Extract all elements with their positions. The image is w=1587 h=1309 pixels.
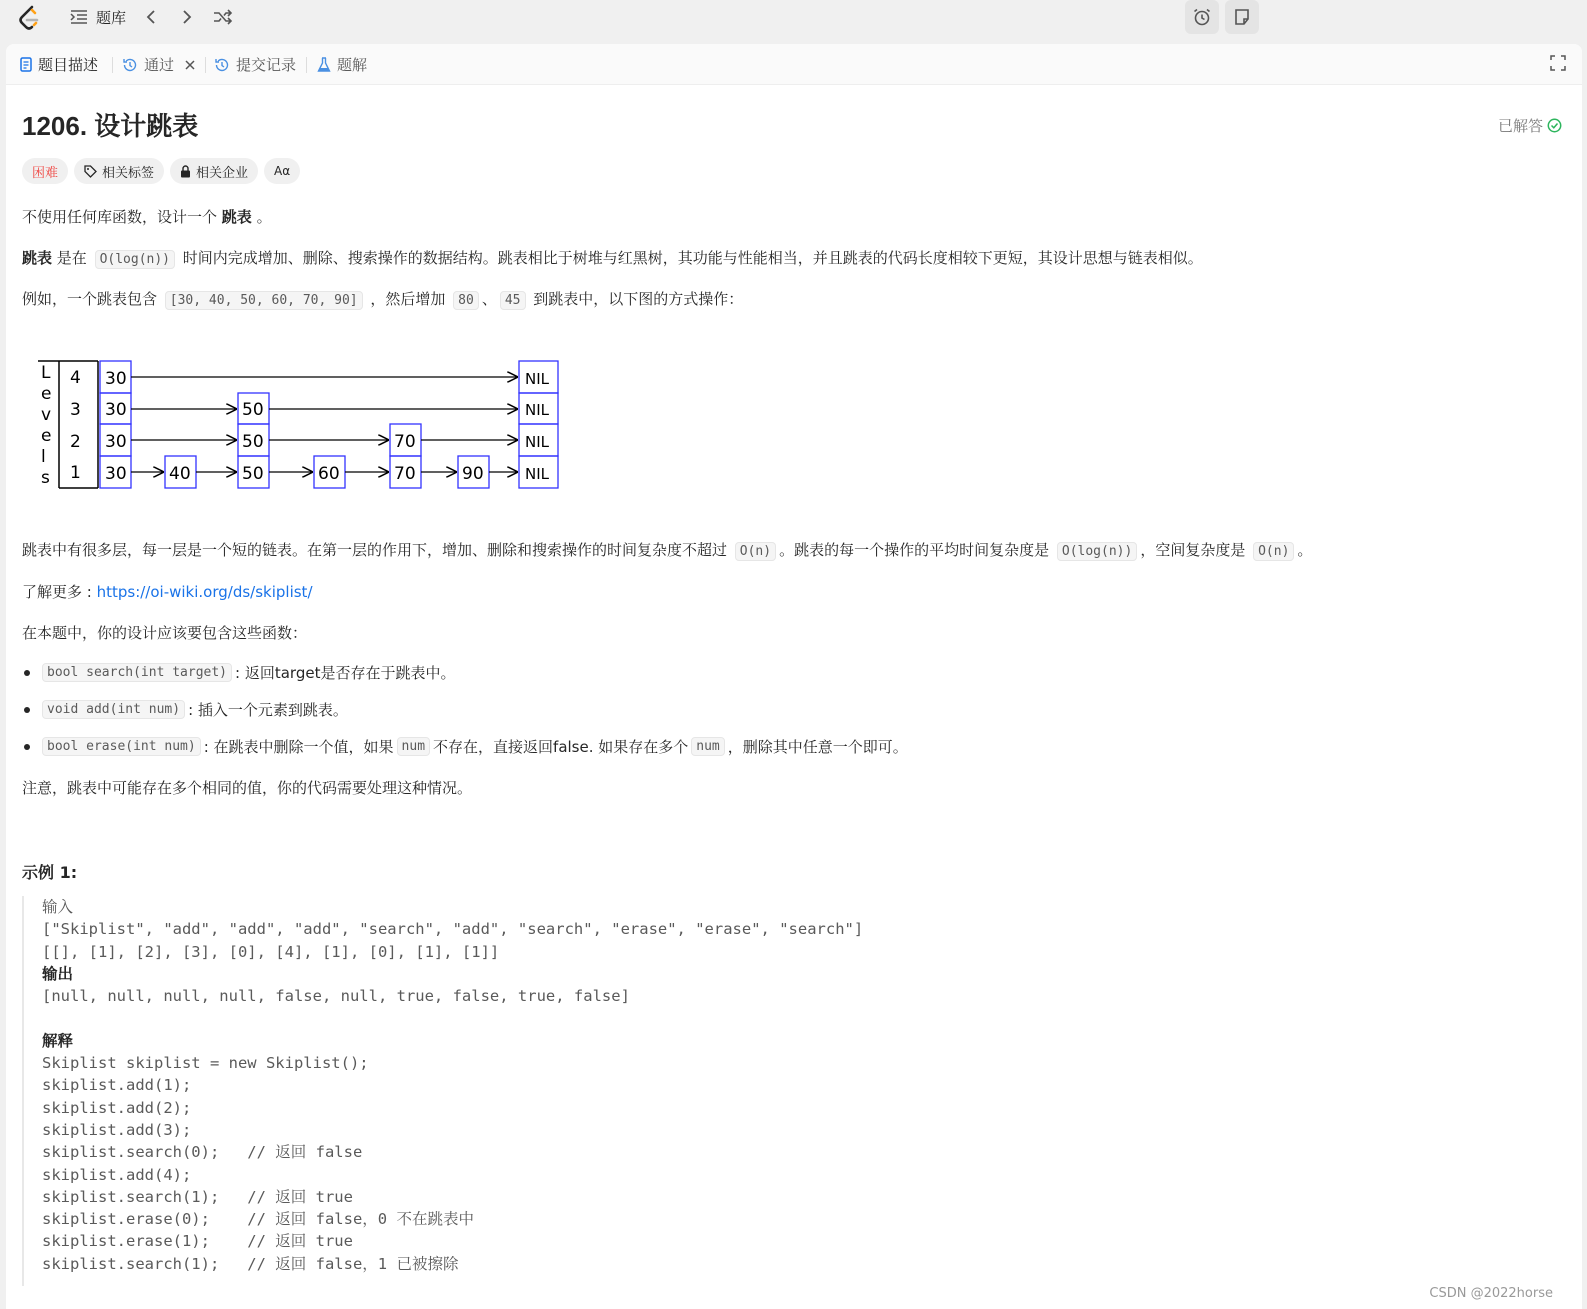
flask-icon — [317, 57, 331, 73]
text: : 插入一个元素到跳表。 — [188, 701, 348, 719]
tab-divider — [112, 57, 113, 73]
problem-nav — [68, 6, 234, 28]
desc-paragraph-3 — [22, 288, 743, 309]
node-value: 50 — [242, 400, 264, 420]
level-label: 3 — [70, 400, 81, 420]
inline-code: O(log(n)) — [95, 250, 175, 269]
note-button[interactable] — [1225, 0, 1259, 34]
axis-letter: s — [41, 468, 50, 488]
alarm-clock-icon — [1192, 7, 1212, 27]
node-value: 30 — [105, 400, 127, 420]
tab-submissions-label: 提交记录 — [236, 56, 297, 74]
desc-paragraph-6: 在本题中，你的设计应该要包含这些函数： — [22, 624, 308, 642]
skiplist-diagram — [20, 356, 580, 506]
tab-divider — [306, 57, 307, 73]
leetcode-logo-icon[interactable] — [16, 4, 42, 32]
tag-row — [22, 158, 300, 184]
list-icon — [68, 6, 90, 28]
node-value: NIL — [525, 433, 550, 451]
inline-code: num — [397, 737, 430, 756]
text: 时间内完成增加、删除、搜索操作的数据结构。跳表相比于树堆与红黑树，其功能与性能相当，并且跳表的代码长度相较下更短，其设计思想与链表相似。 — [178, 249, 1203, 267]
tab-solutions[interactable] — [317, 54, 367, 75]
history-icon — [122, 57, 138, 73]
text: ，删除其中任意一个即可。 — [727, 738, 908, 756]
axis-letter: e — [41, 384, 52, 404]
node-value: 70 — [394, 464, 416, 484]
example-input-label: 输入 — [42, 898, 74, 916]
example-output-line: [null, null, null, null, false, null, true, false, true, false] — [42, 987, 630, 1006]
text: ，然后增加 — [365, 290, 451, 308]
text: 。 — [251, 208, 272, 226]
lock-icon — [180, 165, 191, 178]
node-value: 60 — [318, 464, 340, 484]
difficulty-badge: 困难 — [22, 158, 68, 184]
text: 了解更多 : — [22, 583, 97, 601]
history-icon — [214, 57, 230, 73]
example-output-label: 输出 — [42, 964, 74, 983]
inline-code: 80 — [453, 291, 479, 310]
level-label: 2 — [70, 432, 81, 452]
axis-letter: l — [41, 447, 46, 467]
desc-paragraph-2 — [22, 247, 1203, 268]
node-value: 50 — [242, 464, 264, 484]
related-companies-button[interactable] — [170, 158, 258, 184]
inline-code: bool search(int target) — [42, 663, 232, 682]
text: 、 — [481, 290, 497, 308]
text: : 在跳表中删除一个值，如果 — [203, 738, 394, 756]
translate-icon: Aα — [274, 164, 291, 178]
tab-bar — [6, 44, 1582, 85]
example-explain-label: 解释 — [42, 1031, 74, 1050]
desc-paragraph-5 — [22, 581, 313, 602]
blank-line — [42, 1007, 1562, 1029]
explain-line: skiplist.search(0); // 返回 false — [42, 1143, 363, 1162]
inline-code: O(log(n)) — [1057, 542, 1137, 561]
top-bar — [0, 0, 1587, 36]
bullet-dot — [24, 707, 30, 713]
tab-solutions-label: 题解 — [337, 56, 368, 74]
node-value: NIL — [525, 370, 550, 388]
page-title: 1206. 设计跳表 — [22, 111, 199, 141]
explain-line: skiplist.add(1); — [42, 1076, 192, 1095]
solved-status — [1498, 115, 1562, 136]
text: 到跳表中，以下图的方式操作： — [528, 290, 744, 308]
list-item — [22, 699, 348, 720]
inline-code: void add(int num) — [42, 700, 185, 719]
watermark: CSDN @2022horse — [1429, 1286, 1553, 1301]
related-companies-label: 相关企业 — [196, 165, 249, 181]
inline-code: O(n) — [1253, 542, 1294, 561]
tab-accepted[interactable] — [122, 54, 196, 75]
tab-submissions[interactable] — [214, 54, 296, 75]
inline-code: O(n) — [735, 542, 776, 561]
check-circle-icon — [1547, 118, 1562, 133]
node-value: NIL — [525, 465, 550, 483]
node-value: 30 — [105, 432, 127, 452]
toolbar-right — [1185, 0, 1259, 34]
document-icon — [20, 57, 32, 72]
tab-accepted-label: 通过 — [144, 56, 175, 74]
example-input-line: ["Skiplist", "add", "add", "add", "search", "add", "search", "erase", "erase", "search"] — [42, 920, 864, 939]
explain-line: skiplist.add(2); — [42, 1098, 192, 1117]
desc-paragraph-7: 注意，跳表中可能存在多个相同的值，你的代码需要处理这种情况。 — [22, 779, 473, 797]
node-value: NIL — [525, 401, 550, 419]
node-value: 30 — [105, 464, 127, 484]
text-bold: 跳表 — [221, 208, 252, 226]
desc-paragraph-4 — [22, 539, 1312, 560]
alarm-button[interactable] — [1185, 0, 1219, 34]
explain-line: skiplist.erase(0); // 返回 false，0 不在跳表中 — [42, 1210, 474, 1229]
explain-line: skiplist.add(4); — [42, 1165, 192, 1184]
explain-line: skiplist.search(1); // 返回 false，1 已被擦除 — [42, 1254, 459, 1273]
explain-line: skiplist.add(3); — [42, 1120, 192, 1139]
text: : 返回target是否存在于跳表中。 — [235, 664, 456, 682]
axis-letter: v — [41, 405, 52, 425]
explain-line: Skiplist skiplist = new Skiplist(); — [42, 1054, 369, 1073]
problem-bank-label: 题库 — [96, 8, 127, 27]
note-icon — [1233, 8, 1251, 26]
tag-icon — [84, 165, 97, 178]
node-value: 30 — [105, 369, 127, 389]
node-value: 50 — [242, 432, 264, 452]
node-value: 70 — [394, 432, 416, 452]
tab-divider — [205, 57, 206, 73]
solved-label: 已解答 — [1497, 117, 1543, 135]
inline-code: [30, 40, 50, 60, 70, 90] — [165, 291, 363, 310]
shuffle-icon[interactable] — [212, 6, 234, 28]
translate-button[interactable] — [264, 158, 300, 184]
chevron-left-icon[interactable] — [140, 6, 162, 28]
fullscreen-icon[interactable] — [1550, 55, 1566, 71]
text: 跳表中有很多层，每一层是一个短的链表。在第一层的作用下，增加、删除和搜索操作的时间复杂度不超过 — [22, 541, 732, 559]
text: 不存在，直接返回false. 如果存在多个 — [433, 738, 689, 756]
bullet-dot — [24, 670, 30, 676]
related-tags-label: 相关标签 — [102, 165, 155, 181]
tab-description-label: 题目描述 — [38, 56, 99, 74]
related-tags-button[interactable] — [74, 158, 164, 184]
explain-line: skiplist.search(1); // 返回 true — [42, 1187, 353, 1206]
example-heading: 示例 1: — [22, 863, 78, 882]
inline-code: num — [691, 737, 724, 756]
close-icon[interactable] — [184, 59, 196, 71]
text: 。跳表的每一个操作的平均时间复杂度是 — [779, 541, 1054, 559]
inline-code: bool erase(int num) — [42, 737, 201, 756]
example-input-line: [[], [1], [2], [3], [0], [4], [1], [0], [1], [1]] — [42, 942, 500, 961]
axis-letter: e — [41, 426, 52, 446]
text: 。 — [1297, 541, 1313, 559]
explain-line: skiplist.erase(1); // 返回 true — [42, 1232, 353, 1251]
oi-wiki-link[interactable]: https://oi-wiki.org/ds/skiplist/ — [96, 583, 313, 601]
text: 是在 — [52, 249, 92, 267]
inline-code: 45 — [500, 291, 526, 310]
list-item — [22, 662, 455, 683]
level-label: 1 — [70, 463, 81, 483]
bullet-dot — [24, 744, 30, 750]
problem-bank-button[interactable] — [68, 6, 126, 28]
node-value: 90 — [462, 464, 484, 484]
text: 不使用任何库函数，设计一个 — [22, 208, 222, 226]
node-value: 40 — [169, 464, 191, 484]
text: 例如，一个跳表包含 — [22, 290, 162, 308]
problem-panel — [6, 44, 1582, 1309]
tab-description[interactable] — [20, 54, 98, 75]
example-block — [22, 896, 1562, 1286]
text: ，空间复杂度是 — [1140, 541, 1251, 559]
text-bold: 跳表 — [22, 249, 53, 267]
desc-paragraph-1 — [22, 206, 272, 227]
list-item — [22, 736, 908, 757]
axis-letter: L — [41, 363, 51, 383]
chevron-right-icon[interactable] — [176, 6, 198, 28]
level-label: 4 — [70, 368, 81, 388]
